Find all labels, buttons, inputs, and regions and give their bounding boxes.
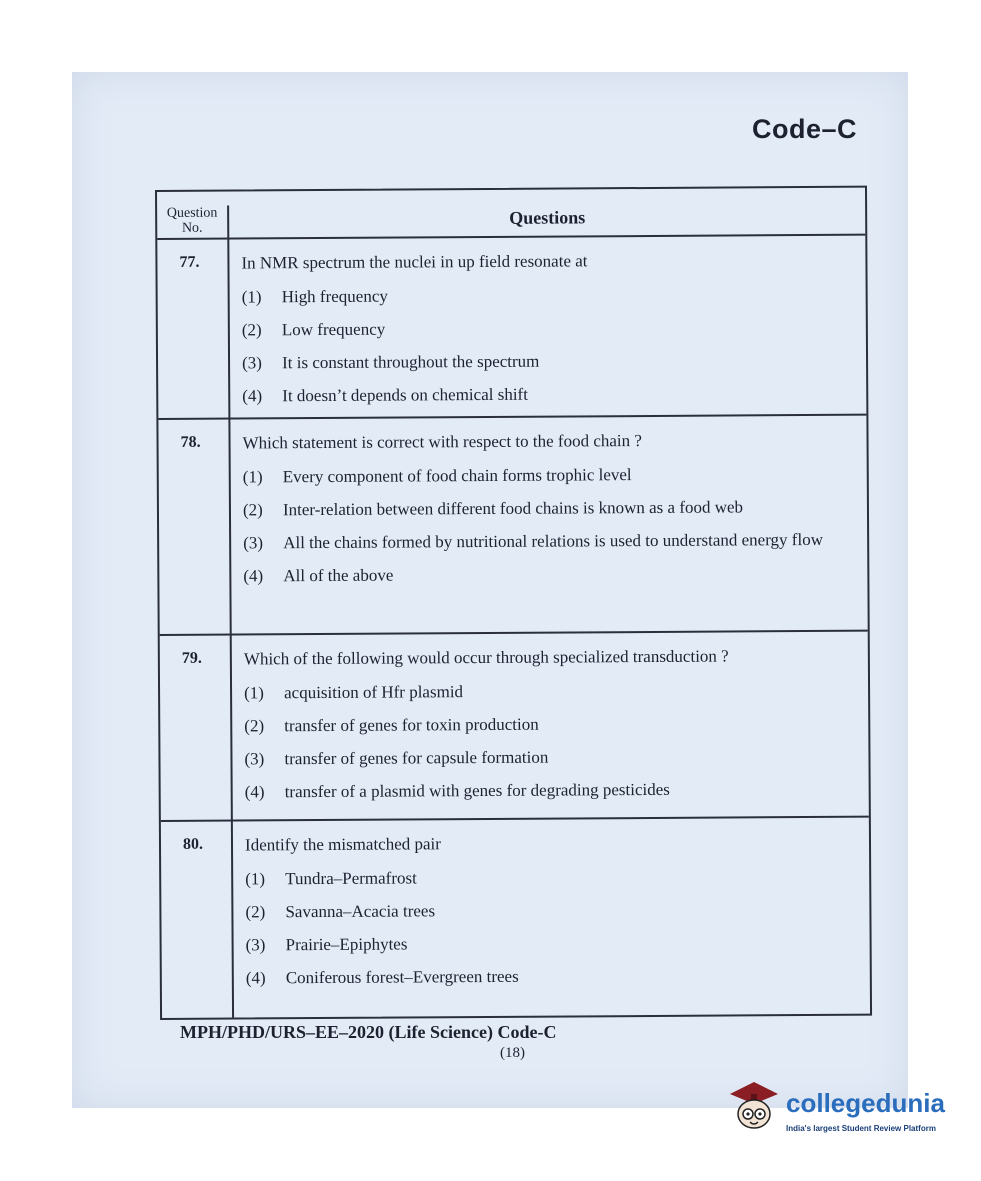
option (243, 528, 861, 556)
option-number: (1) (241, 287, 262, 307)
option (244, 678, 862, 706)
option-text: transfer of a plasmid with genes for degrading pesticides (284, 779, 670, 802)
question-row (160, 632, 869, 822)
mascot-icon (724, 1076, 784, 1140)
option-number: (3) (244, 749, 265, 769)
option (242, 315, 860, 343)
option (243, 495, 861, 523)
option-text: All of the above (283, 565, 394, 586)
option-number: (2) (245, 902, 266, 922)
option (245, 777, 863, 805)
option-text: Tundra–Permafrost (285, 868, 417, 889)
option (244, 711, 862, 739)
option (245, 897, 863, 925)
option-text: Inter-relation between different food chains is known as a food web (282, 497, 744, 520)
option-number: (1) (245, 869, 266, 889)
question-number: 78. (180, 433, 201, 451)
question-text: In NMR spectrum the nuclei in up field resonate at (241, 251, 588, 273)
question-number: 77. (179, 253, 200, 271)
page-number: (18) (500, 1045, 525, 1061)
option-text: Every component of food chain forms trophic level (282, 465, 632, 487)
table-header-row (157, 202, 865, 240)
option-number: (1) (242, 467, 263, 487)
logo-wordmark: collegedunia (786, 1088, 945, 1118)
option (245, 864, 863, 892)
paper-code: Code–C (752, 114, 858, 144)
option-text: It doesn’t depends on chemical shift (282, 384, 528, 406)
question-no-header: Question No. (166, 205, 218, 236)
option-text: transfer of genes for toxin production (284, 714, 539, 736)
exam-footer: MPH/PHD/URS–EE–2020 (Life Science) Code-C (180, 1022, 557, 1042)
option (246, 930, 864, 958)
question-row (158, 416, 867, 636)
question-text: Which of the following would occur through specialized transduction ? (243, 646, 729, 669)
question-text: Identify the mismatched pair (244, 834, 441, 855)
option-text: Low frequency (281, 319, 386, 340)
option-number: (3) (243, 533, 264, 553)
question-row (157, 236, 866, 420)
option-text: It is constant throughout the spectrum (281, 351, 540, 373)
option-text: Savanna–Acacia trees (285, 901, 436, 922)
option-text: Prairie–Epiphytes (285, 934, 408, 955)
options-list (242, 282, 861, 418)
question-text: Which statement is correct with respect to the food chain ? (242, 431, 642, 453)
option (243, 462, 861, 490)
logo-tagline: India's largest Student Review Platform (786, 1124, 936, 1133)
question-number: 80. (182, 835, 204, 853)
option (246, 963, 864, 991)
option-number: (4) (242, 386, 263, 406)
option-text: acquisition of Hfr plasmid (284, 682, 464, 703)
option-number: (3) (242, 353, 262, 373)
options-list (243, 462, 862, 598)
option-number: (4) (244, 782, 265, 802)
option-number: (2) (244, 716, 265, 736)
options-list (245, 864, 864, 1000)
option-number: (4) (245, 968, 266, 988)
option-number: (4) (243, 566, 264, 586)
option (244, 744, 862, 772)
option-number: (2) (241, 320, 262, 340)
option-number: (1) (244, 683, 264, 703)
options-list (244, 678, 863, 814)
option (242, 282, 860, 310)
option-number: (2) (242, 500, 263, 520)
option-text: Coniferous forest–Evergreen trees (285, 966, 519, 988)
option-text: All the chains formed by nutritional relations is used to understand energy flow (283, 529, 824, 553)
option-text: High frequency (281, 286, 388, 307)
option (242, 381, 860, 409)
question-number: 79. (181, 649, 202, 667)
option-number: (3) (245, 935, 266, 955)
question-row (161, 818, 870, 1018)
question-table (155, 186, 872, 1020)
option (242, 348, 860, 376)
questions-header: Questions (509, 207, 586, 228)
option (243, 561, 861, 589)
collegedunia-logo (724, 1076, 964, 1146)
option-text: transfer of genes for capsule formation (284, 747, 549, 769)
